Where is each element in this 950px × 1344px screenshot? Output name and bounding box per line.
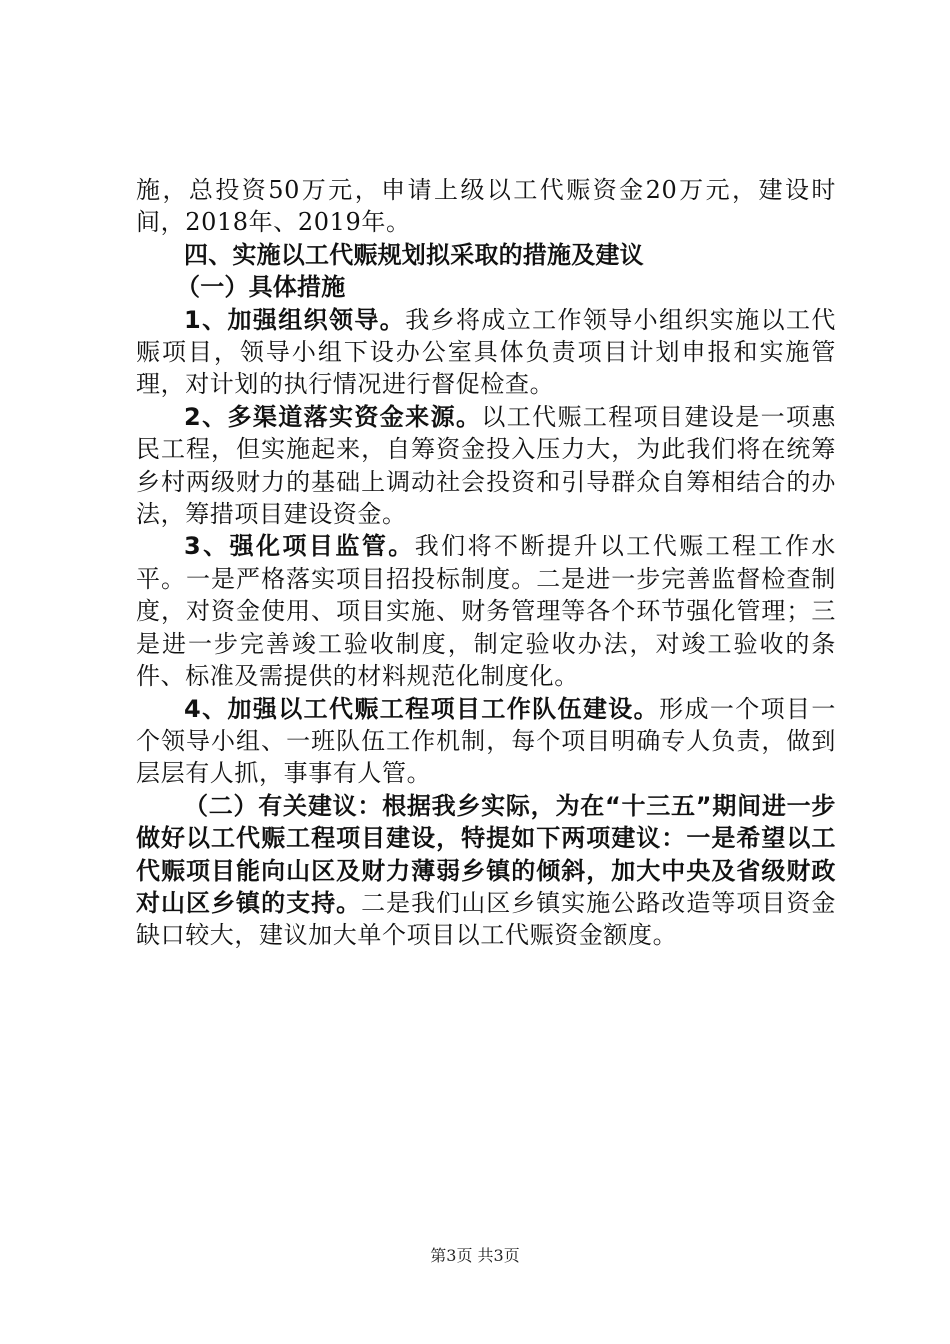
- paragraph-continuation: 施，总投资50万元，申请上级以工代赈资金20万元，建设时间，2018年、2019年。: [136, 176, 836, 237]
- item-3-title: 3、强化项目监管。: [184, 532, 415, 561]
- paragraph-item-1: [136, 304, 836, 401]
- page-footer: 第3页 共3页: [430, 1246, 520, 1265]
- item-1-body: 我乡将成立工作领导小组织实施以工代赈项目，领导小组下设办公室具体负责项目计划申报和实施管理，对计划的执行情况进行督促检查。: [136, 305, 836, 399]
- suggestions-bold-text: （二）有关建议：根据我乡实际，为在“十三五”期间进一步做好以工代赈工程项目建设，特提如下两项建议：一是希望以工代赈项目能向山区及财力薄弱乡镇的倾斜，加大中央及省级财政对山区乡镇的支持。: [136, 791, 836, 917]
- paragraph-item-3: [136, 530, 836, 692]
- item-4-title: 4、加强以工代赈工程项目工作队伍建设。: [184, 694, 660, 723]
- paragraph-suggestions: [136, 790, 836, 952]
- subheading-specific-measures: （一）具体措施: [176, 273, 346, 302]
- item-3-body: 我们将不断提升以工代赈工程工作水平。一是严格落实项目招投标制度。二是进一步完善监督检查制度，对资金使用、项目实施、财务管理等各个环节强化管理；三是进一步完善竣工验收制度，制定验收办法，对竣工验收的条件、标准及需提供的材料规范化制度化。: [136, 532, 836, 691]
- section-heading-4: 四、实施以工代赈规划拟采取的措施及建议: [184, 240, 644, 269]
- document-body: [136, 174, 836, 952]
- item-1-title: 1、加强组织领导。: [184, 305, 406, 334]
- suggestions-regular-text: 二是我们山区乡镇实施公路改造等项目资金缺口较大，建议加大单个项目以工代赈资金额度。: [136, 888, 836, 950]
- item-2-body: 以工代赈工程项目建设是一项惠民工程，但实施起来，自筹资金投入压力大，为此我们将在统筹乡村两级财力的基础上调动社会投资和引导群众自筹相结合的办法，筹措项目建设资金。: [136, 402, 836, 529]
- paragraph-item-4: [136, 693, 836, 790]
- paragraph-item-2: [136, 401, 836, 531]
- item-4-body: 形成一个项目一个领导小组、一班队伍工作机制，每个项目明确专人负责，做到层层有人抓，事事有人管。: [136, 694, 836, 788]
- item-2-title: 2、多渠道落实资金来源。: [184, 402, 482, 431]
